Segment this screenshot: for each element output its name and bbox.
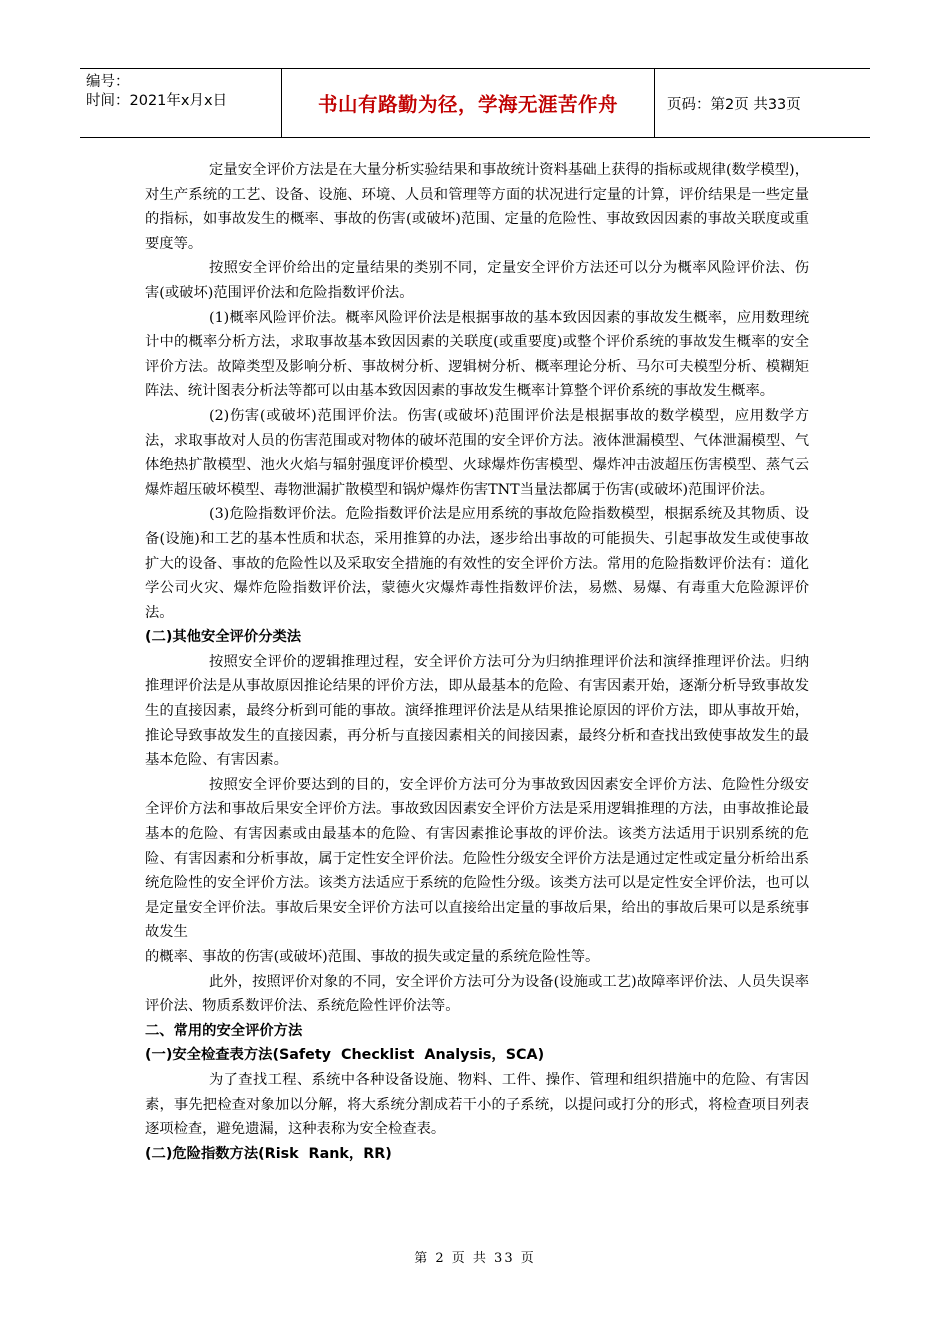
paragraph: 按照安全评价的逻辑推理过程，安全评价方法可分为归纳推理评价法和演绎推理评价法。归纳推理评价法是从事故原因推论结果的评价方法，即从最基本的危险、有害因素开始，逐渐分析导致事故发生的直接因素，最终分析到可能的事故。演绎推理评价法是从结果推论原因的评价方法，即从事故开始，推论导致事故发生的直接因素，再分析与直接因素相关的间接因素，最终分析和查找出致使事故发生的最基本危险、有害因素。	[145, 653, 809, 769]
paragraph: 此外，按照评价对象的不同，安全评价方法可分为设备(设施或工艺)故障率评价法、人员失误率评价法、物质系数评价法、系统危险性评价法等。	[145, 973, 809, 1015]
page-footer: 第 2 页 共 33 页	[414, 1251, 536, 1266]
subsection-heading: (二)危险指数方法(Risk Rank，RR)	[145, 1145, 392, 1162]
paragraph: 按照安全评价要达到的目的，安全评价方法可分为事故致因因素安全评价方法、危险性分级安全评价方法和事故后果安全评价方法。事故致因因素安全评价方法是采用逻辑推理的方法，由事故推论最基本的危险、有害因素或由最基本的危险、有害因素推论事故的评价法。该类方法适用于识别系统的危险、有害因素和分析事故，属于定性安全评价法。危险性分级安全评价方法是通过定性或定量分析给出系统危险性的安全评价方法。该类方法适应于系统的危险性分级。该类方法可以是定性安全评价法，也可以是定量安全评价法。事故后果安全评价方法可以直接给出定量的事故后果，给出的事故后果可以是系统事故发生	[145, 776, 809, 941]
paragraph-continuation: 的概率、事故的伤害(或破坏)范围、事故的损失或定量的系统危险性等。	[145, 949, 600, 965]
header-meta	[80, 69, 282, 137]
page-header	[80, 68, 870, 138]
paragraph: 按照安全评价给出的定量结果的类别不同，定量安全评价方法还可以分为概率风险评价法、伤害(或破坏)范围评价法和危险指数评价法。	[145, 260, 809, 301]
paragraph: (2)伤害(或破坏)范围评价法。伤害(或破坏)范围评价法是根据事故的数学模型，应用数学方法，求取事故对人员的伤害范围或对物体的破坏范围的安全评价方法。液体泄漏模型、气体泄漏模型、气体绝热扩散模型、池火火焰与辐射强度评价模型、火球爆炸伤害模型、爆炸冲击波超压伤害模型、蒸气云爆炸超压破坏模型、毒物泄漏扩散模型和锅炉爆炸伤害TNT当量法都属于伤害(或破坏)范围评价法。	[145, 407, 809, 498]
subsection-heading: (一)安全检查表方法(Safety Checklist Analysis，SCA)	[145, 1047, 545, 1064]
document-body	[145, 158, 809, 1166]
document-time-label: 时间：2021年x月x日	[86, 93, 228, 109]
paragraph: 定量安全评价方法是在大量分析实验结果和事故统计资料基础上获得的指标或规律(数学模型)，对生产系统的工艺、设备、设施、环境、人员和管理等方面的状况进行定量的计算，评价结果是一些定量的指标，如事故发生的概率、事故的伤害(或破坏)范围、定量的危险性、事故致因因素的事故关联度或重要度等。	[145, 162, 809, 252]
header-page-number: 页码：第2页 共33页	[667, 96, 801, 113]
paragraph: (3)危险指数评价法。危险指数评价法是应用系统的事故危险指数模型，根据系统及其物质、设备(设施)和工艺的基本性质和状态，采用推算的办法，逐步给出事故的可能损失、引起事故发生或使事故扩大的设备、事故的危险性以及采取安全措施的有效性的安全评价方法。常用的危险指数评价法有：道化学公司火灾、爆炸危险指数评价法，蒙德火灾爆炸毒性指数评价法，易燃、易爆、有毒重大危险源评价法。	[145, 506, 809, 621]
document-number-label: 编号：	[86, 74, 130, 90]
paragraph: (1)概率风险评价法。概率风险评价法是根据事故的基本致因因素的事故发生概率，应用数理统计中的概率分析方法，求取事故基本致因因素的关联度(或重要度)或整个评价系统的事故发生概率的安全评价方法。故障类型及影响分析、事故树分析、逻辑树分析、概率理论分析、马尔可夫模型分析、模糊矩阵法、统计图表分析法等都可以由基本致因因素的事故发生概率计算整个评价系统的事故发生概率。	[145, 309, 809, 400]
paragraph: 为了查找工程、系统中各种设备设施、物料、工件、操作、管理和组织措施中的危险、有害因素，事先把检查对象加以分解，将大系统分割成若干小的子系统，以提问或打分的形式，将检查项目列表逐项检查，避免遗漏，这种表称为安全检查表。	[145, 1071, 809, 1138]
section-heading: 二、常用的安全评价方法	[145, 1022, 303, 1039]
header-motto: 书山有路勤为径，学海无涯苦作舟	[282, 69, 655, 137]
section-heading: (二)其他安全评价分类法	[145, 629, 302, 646]
